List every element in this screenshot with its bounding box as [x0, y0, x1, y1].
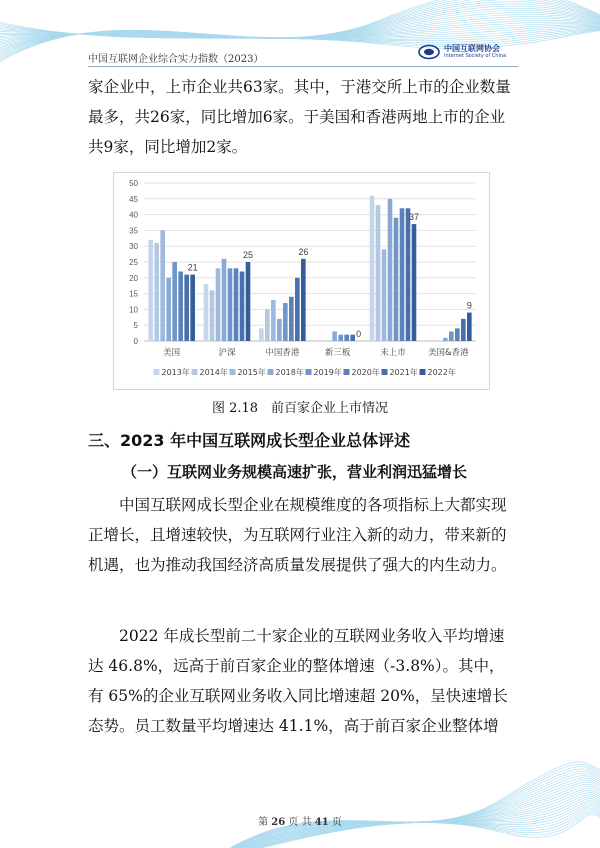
y-tick-label: 15 [129, 289, 138, 299]
y-tick-label: 5 [133, 321, 138, 331]
legend-label: 2022年 [427, 368, 456, 377]
bar [344, 335, 349, 341]
bar [160, 230, 165, 341]
bar [332, 332, 337, 341]
bar [350, 335, 355, 341]
legend-label: 2015年 [237, 368, 266, 377]
bar [376, 205, 381, 341]
legend-swatch [306, 369, 312, 375]
footer-suffix: 页 [331, 817, 342, 828]
bar [240, 271, 245, 341]
y-tick-label: 25 [129, 258, 138, 267]
x-category-label: 新三板 [324, 348, 351, 358]
y-tick-label: 10 [129, 305, 138, 315]
subsection-heading: （一）互联网业务规模高速扩张，营业利润迅猛增长 [122, 463, 468, 481]
data-label: 37 [408, 212, 420, 223]
legend-swatch [268, 369, 274, 375]
bar [388, 199, 393, 341]
bar [259, 328, 264, 341]
legend-label: 2014年 [199, 368, 228, 377]
bar [222, 259, 227, 341]
y-tick-label: 30 [129, 242, 138, 252]
bar [449, 332, 454, 341]
bar [184, 275, 189, 341]
y-tick-label: 40 [129, 210, 138, 220]
paragraph-listing-summary: 家企业中，上市企业共63家。其中，于港交所上市的企业数量最多，共26家，同比增加6家。于美国和香港两地上市的企业共9家，同比增加2家。 [88, 78, 511, 156]
legend-swatch [420, 369, 426, 375]
bar [178, 271, 183, 341]
y-tick-label: 0 [133, 337, 138, 346]
bar [190, 275, 195, 341]
legend-label: 2019年 [313, 368, 342, 377]
bar [461, 319, 466, 341]
bar [295, 278, 300, 341]
bar [154, 243, 159, 341]
bar [382, 249, 387, 341]
x-category-label: 中国香港 [265, 348, 300, 358]
data-label: 9 [466, 300, 472, 311]
bar [443, 338, 448, 341]
bar [210, 290, 215, 341]
paragraph-growth-overview: 中国互联网成长型企业在规模维度的各项指标上大都实现正增长，且增速较快，为互联网行业注入新的动力，带来新的机遇，也为推动我国经济高质量发展提供了强大的内生动力。 [88, 496, 507, 574]
legend-swatch [344, 369, 350, 375]
chart-canvas [114, 173, 489, 389]
listing-bar-chart [113, 172, 490, 390]
bar [301, 259, 306, 341]
legend-label: 2020年 [351, 368, 380, 377]
legend-label: 2021年 [389, 368, 418, 377]
y-tick-label: 45 [129, 194, 138, 204]
bar [370, 196, 375, 341]
bar [271, 300, 276, 341]
figure-caption: 图 2.18 前百家企业上市情况 [211, 401, 389, 416]
x-category-label: 美国&香港 [428, 348, 469, 358]
bar [400, 208, 405, 341]
isc-logo [418, 44, 506, 60]
bar [455, 328, 460, 341]
bar [148, 240, 153, 341]
logo-english-name: Internet Society of China [444, 52, 507, 59]
bar [394, 218, 399, 341]
bar [338, 335, 343, 341]
bar [289, 297, 294, 341]
x-category-label: 沪深 [218, 348, 236, 358]
y-tick-label: 50 [129, 179, 138, 188]
bar [234, 268, 239, 341]
header-divider [88, 66, 518, 67]
data-label: 26 [298, 246, 309, 257]
section-heading: 三、2023 年中国互联网成长型企业总体评述 [88, 431, 411, 450]
legend-swatch [192, 369, 198, 375]
footer-page-number: 26 [271, 817, 286, 828]
bar [216, 268, 221, 341]
legend-swatch [230, 369, 236, 375]
bar [172, 262, 177, 341]
x-category-label: 美国 [163, 348, 181, 358]
bar [228, 268, 233, 341]
y-tick-label: 35 [129, 226, 138, 236]
bar [467, 313, 472, 341]
page-footer [0, 813, 600, 828]
bar [265, 309, 270, 341]
bar [204, 284, 209, 341]
data-label: 0 [356, 329, 362, 339]
x-category-label: 未上市 [380, 348, 406, 358]
isc-logo-icon [418, 44, 440, 60]
bar [166, 278, 171, 341]
legend-label: 2013年 [161, 368, 190, 377]
running-header-title: 中国互联网企业综合实力指数（2023） [88, 54, 264, 65]
bar [246, 262, 251, 341]
footer-prefix: 第 [258, 817, 269, 828]
footer-mid: 页 共 [288, 817, 312, 828]
paragraph-revenue-growth: 2022 年成长型前二十家企业的互联网业务收入平均增速达 46.8%，远高于前百家企业的整体增速（-3.8%）。其中，有 65%的企业互联网业务收入同比增速超 20%，呈快速增长态势。员工数量平均增速达 41.1%，高于前百家企业整体增 [88, 627, 508, 735]
bar [406, 208, 411, 341]
bar [412, 224, 417, 341]
legend-label: 2018年 [275, 368, 304, 377]
bar [277, 319, 282, 341]
y-tick-label: 20 [129, 273, 138, 283]
footer-total-pages: 41 [314, 817, 329, 828]
data-label: 21 [187, 262, 198, 273]
legend-swatch [382, 369, 388, 375]
logo-chinese-name: 中国互联网协会 [444, 43, 500, 53]
bar [283, 303, 288, 341]
data-label: 25 [242, 250, 254, 260]
legend-swatch [154, 369, 160, 375]
